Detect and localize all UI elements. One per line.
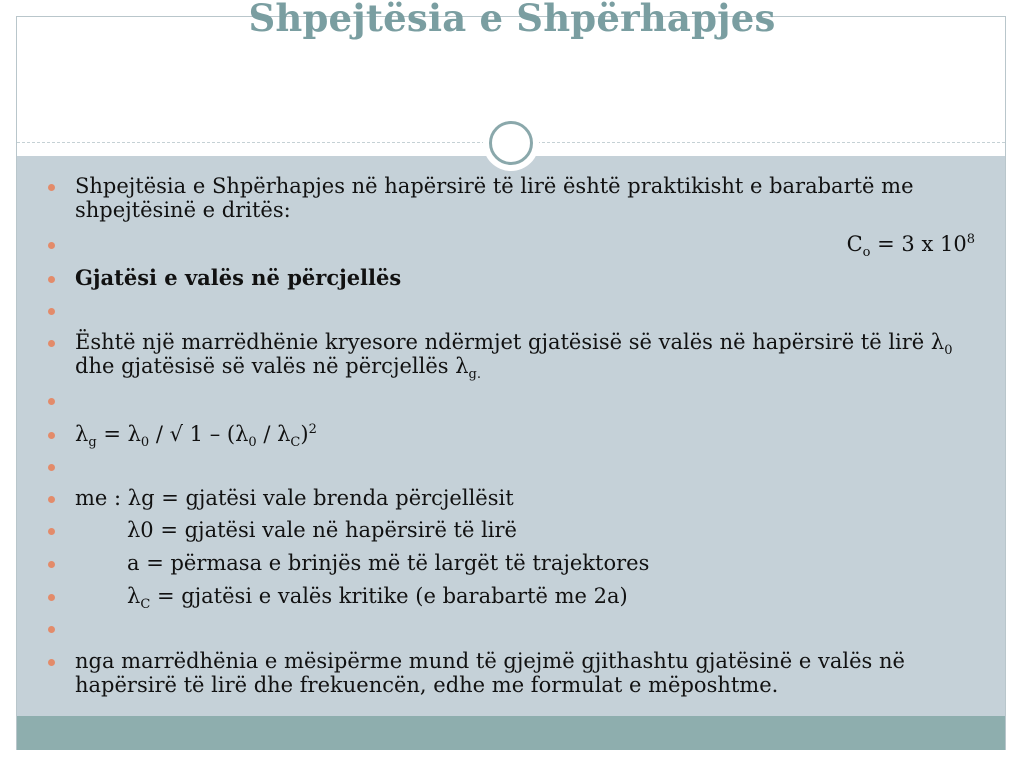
bullet-icon — [48, 340, 55, 347]
list-item — [48, 518, 978, 542]
bullet-icon — [48, 626, 55, 633]
bullet-icon — [48, 398, 55, 405]
list-item — [48, 232, 978, 261]
bullet-icon — [48, 594, 55, 601]
list-item — [48, 649, 978, 697]
ring-icon — [489, 121, 533, 165]
bullet-text: me : λg = gjatësi vale brenda përcjellësit — [75, 486, 514, 510]
bullet-icon — [48, 184, 55, 191]
formula-lambda-g: $\lambda_g = \lambda_0$ / √ $1 - (\lambda_0 / \lambda_C)^2$ — [75, 422, 317, 451]
bullet-text: Është një marrëdhënie kryesore ndërmjet gjatësisë së valës në hapërsirë të lirë $\lambda_0$ dhe gjatësisë së valës në përcjellës $\lambda_{g.}$ — [75, 330, 953, 383]
list-item — [48, 584, 978, 613]
circle-ornament-icon — [483, 115, 539, 171]
bullet-text: Shpejtësia e Shpërhapjes në hapërsirë të lirë është praktikisht e barabartë me shpejtësinë e dritës: — [75, 174, 914, 222]
bullet-icon — [48, 432, 55, 439]
bullet-icon — [48, 528, 55, 535]
list-item — [48, 266, 978, 290]
list-item — [48, 551, 978, 575]
list-item — [48, 422, 978, 451]
bullet-icon — [48, 496, 55, 503]
bullet-icon — [48, 464, 55, 471]
bullet-icon — [48, 659, 55, 666]
bullet-icon — [48, 276, 55, 283]
bullet-text: nga marrëdhënia e mësipërme mund të gjejmë gjithashtu gjatësinë e valës në hapërsirë të lirë dhe frekuencën, edhe me formulat e mëposhtme. — [75, 649, 905, 697]
list-item — [48, 174, 978, 222]
section-heading: Gjatësi e valës në përcjellës — [75, 265, 402, 290]
bullet-text: a = përmasa e brinjës më të largët të trajektores — [127, 551, 650, 575]
list-item — [48, 486, 978, 510]
formula-c0: $C_o = 3$ x $10^8$ — [846, 232, 975, 261]
list-item — [48, 330, 978, 383]
bullet-text: $\lambda_C$ = gjatësi e valës kritike (e barabartë me 2a) — [127, 584, 628, 613]
bullet-icon — [48, 308, 55, 315]
footer-band — [17, 716, 1005, 750]
slide-title: Shpejtësia e Shpërhapjes — [248, 0, 776, 40]
bullet-text: λ0 = gjatësi vale në hapërsirë të lirë — [127, 518, 517, 542]
bullet-icon — [48, 242, 55, 249]
bullet-icon — [48, 561, 55, 568]
